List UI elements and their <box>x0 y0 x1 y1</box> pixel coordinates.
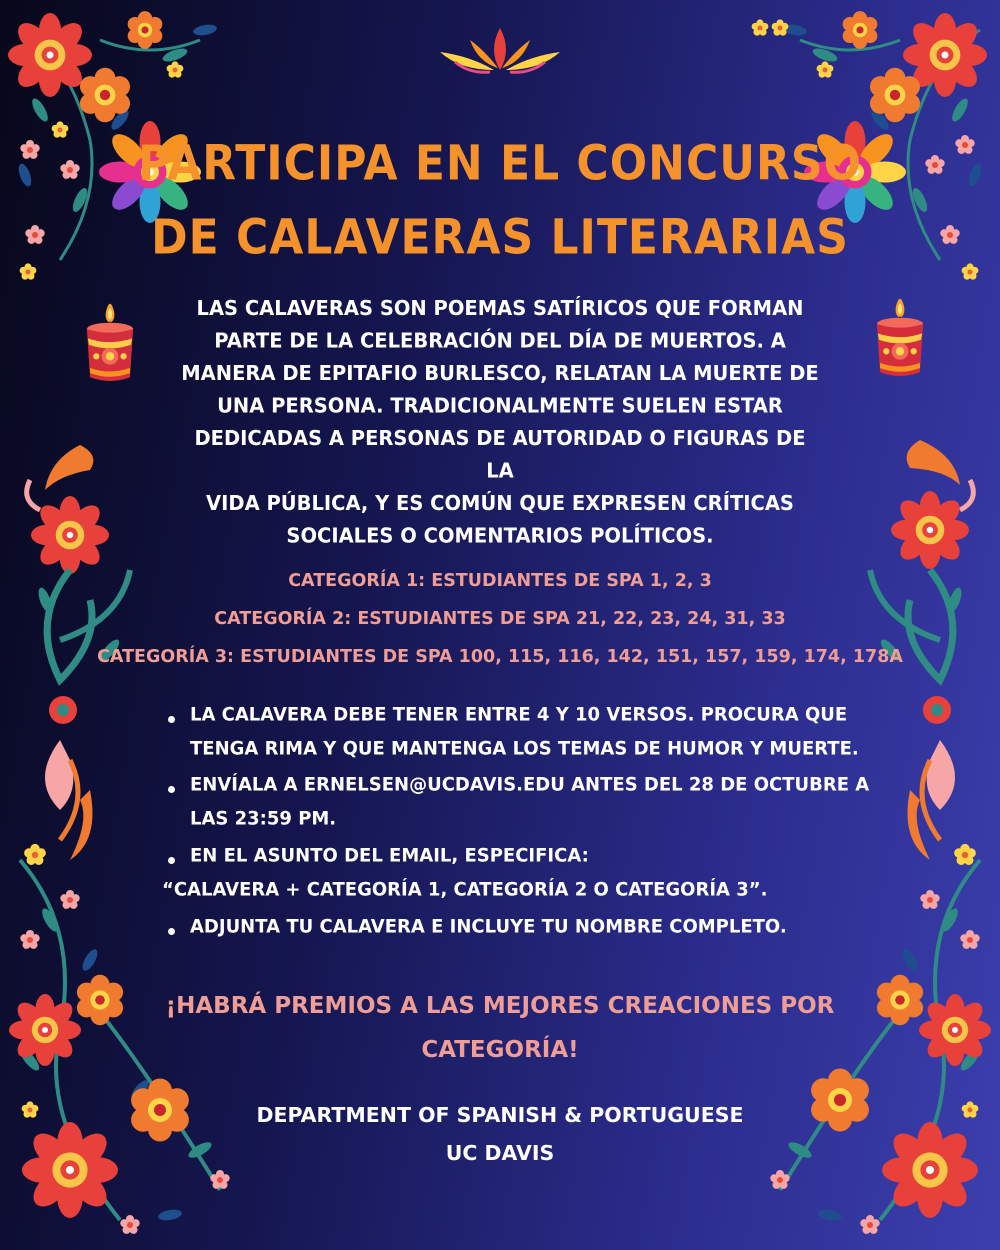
rule-3-line-1: EN EL ASUNTO DEL EMAIL, ESPECIFICA: <box>190 844 589 867</box>
rule-2-line-1: ENVÍALA A ERNELSEN@UCDAVIS.EDU ANTES DEL 28 DE OCTUBRE A <box>190 773 870 796</box>
prizes-line-2: CATEGORÍA! <box>421 1037 579 1063</box>
bullet-icon <box>168 928 175 935</box>
top-center-ornament-icon <box>440 28 560 72</box>
rule-4-line-1: ADJUNTA TU CALAVERA E INCLUYE TU NOMBRE COMPLETO. <box>190 915 787 938</box>
rule-2-line-2: LAS 23:59 PM. <box>190 807 337 830</box>
category-3: CATEGORÍA 3: ESTUDIANTES DE SPA 100, 115, 116, 142, 151, 157, 159, 174, 178A <box>97 647 903 667</box>
intro-line: LAS CALAVERAS SON POEMAS SATÍRICOS QUE FORMAN <box>196 296 804 321</box>
department-name: DEPARTMENT OF SPANISH & PORTUGUESE <box>256 1103 744 1127</box>
bullet-icon <box>168 786 175 793</box>
prizes-line-1: ¡HABRÁ PREMIOS A LAS MEJORES CREACIONES POR <box>165 993 835 1019</box>
poster-title-line-2: DE CALAVERAS LITERARIAS <box>151 209 849 266</box>
category-2: CATEGORÍA 2: ESTUDIANTES DE SPA 21, 22, 23, 24, 31, 33 <box>214 609 786 629</box>
rule-3-line-2: “CALAVERA + CATEGORÍA 1, CATEGORÍA 2 O CATEGORÍA 3”. <box>162 878 768 901</box>
rule-1-line-2: TENGA RIMA Y QUE MANTENGA LOS TEMAS DE HUMOR Y MUERTE. <box>190 737 859 760</box>
intro-line: DEDICADAS A PERSONAS DE AUTORIDAD O FIGURAS DE LA <box>194 426 806 483</box>
intro-line: PARTE DE LA CELEBRACIÓN DEL DÍA DE MUERTOS. A <box>214 328 786 353</box>
poster-title-line-1: PARTICIPA EN EL CONCURSO <box>138 135 862 192</box>
intro-line: SOCIALES O COMENTARIOS POLÍTICOS. <box>286 523 714 548</box>
intro-paragraph <box>180 292 820 552</box>
category-1: CATEGORÍA 1: ESTUDIANTES DE SPA 1, 2, 3 <box>288 571 712 591</box>
rule-1-line-1: LA CALAVERA DEBE TENER ENTRE 4 Y 10 VERSOS. PROCURA QUE <box>190 703 848 726</box>
intro-line: UNA PERSONA. TRADICIONALMENTE SUELEN ESTAR <box>217 393 783 418</box>
bullet-icon <box>168 857 175 864</box>
intro-line: MANERA DE EPITAFIO BURLESCO, RELATAN LA MUERTE DE <box>181 361 819 386</box>
intro-line: VIDA PÚBLICA, Y ES COMÚN QUE EXPRESEN CRÍTICAS <box>206 491 794 516</box>
university-name: UC DAVIS <box>445 1141 555 1165</box>
bullet-icon <box>168 716 175 723</box>
